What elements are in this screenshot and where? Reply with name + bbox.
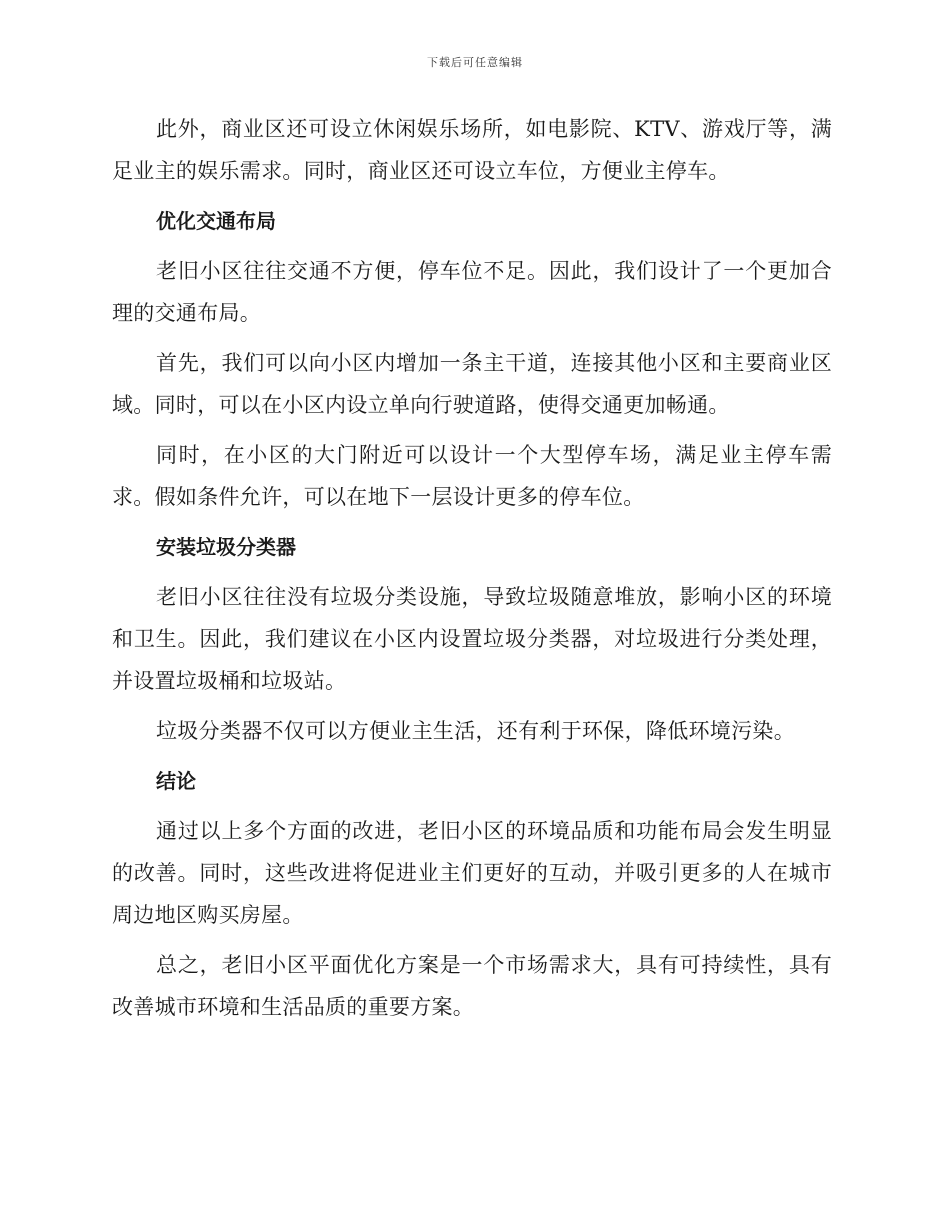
paragraph: 通过以上多个方面的改进，老旧小区的环境品质和功能布局会发生明显的改善。同时，这些改进将促进业主们更好的互动，并吸引更多的人在城市周边地区购买房屋。 — [112, 819, 832, 927]
section-heading: 结论 — [156, 769, 196, 793]
paragraph: 老旧小区往往交通不方便，停车位不足。因此，我们设计了一个更加合理的交通布局。 — [112, 259, 832, 325]
section-heading: 优化交通布局 — [156, 209, 276, 233]
paragraph: 首先，我们可以向小区内增加一条主干道，连接其他小区和主要商业区域。同时，可以在小区内设立单向行驶道路，使得交通更加畅通。 — [112, 351, 832, 417]
paragraph: 此外，商业区还可设立休闲娱乐场所，如电影院、KTV、游戏厅等，满足业主的娱乐需求。同时，商业区还可设立车位，方便业主停车。 — [112, 117, 832, 183]
page-header: 下载后可任意编辑 — [427, 56, 523, 69]
paragraph: 老旧小区往往没有垃圾分类设施，导致垃圾随意堆放，影响小区的环境和卫生。因此，我们建议在小区内设置垃圾分类器，对垃圾进行分类处理，并设置垃圾桶和垃圾站。 — [112, 585, 832, 693]
paragraph: 垃圾分类器不仅可以方便业主生活，还有利于环保，降低环境污染。 — [156, 719, 795, 743]
section-heading: 安装垃圾分类器 — [156, 535, 296, 559]
paragraph: 同时，在小区的大门附近可以设计一个大型停车场，满足业主停车需求。假如条件允许，可以在地下一层设计更多的停车位。 — [112, 443, 832, 509]
document-body — [112, 108, 832, 1036]
paragraph: 总之，老旧小区平面优化方案是一个市场需求大，具有可持续性，具有改善城市环境和生活品质的重要方案。 — [112, 953, 832, 1019]
